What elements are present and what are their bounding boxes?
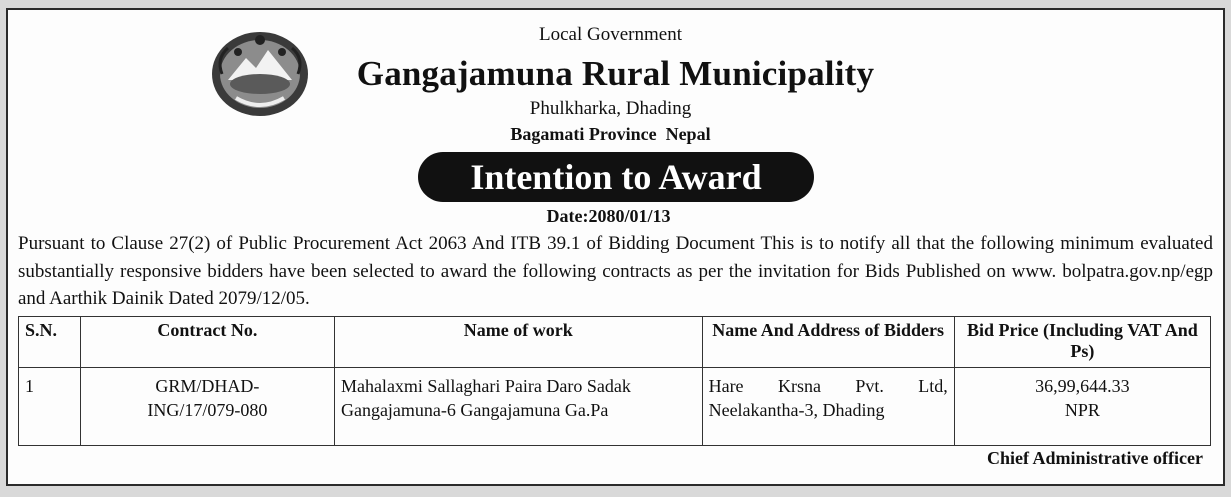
notice-date: Date:2080/01/13 (546, 206, 671, 226)
contract-no-line: GRM/DHAD- (155, 376, 260, 396)
header-bidder: Name And Address of Bidders (702, 317, 954, 368)
cell-bidder (702, 368, 954, 446)
notice-document (6, 8, 1225, 486)
header-contract-no: Contract No. (80, 317, 334, 368)
header-name-of-work: Name of work (334, 317, 702, 368)
work-line: Mahalaxmi Sallaghari Paira Daro Sadak (340, 376, 631, 396)
price-amount: 36,99,644.33 (1035, 376, 1130, 396)
bidder-line: Neelakantha-3, Dhading (708, 400, 885, 420)
header-sn: S.N. (19, 317, 81, 368)
award-table (18, 316, 1211, 446)
local-government-label: Local Government (539, 24, 682, 45)
municipality-name: Gangajamuna Rural Municipality (356, 54, 875, 93)
table-header-row (19, 317, 1211, 368)
cell-bid-price (954, 368, 1210, 446)
table-row (19, 368, 1211, 446)
header-bid-price: Bid Price (Including VAT And Ps) (954, 317, 1210, 368)
province-label: Bagamati Province Nepal (510, 124, 711, 144)
notice-body: Pursuant to Clause 27(2) of Public Procurement Act 2063 And ITB 39.1 of Bidding Document This is to notify all that the following minimum evaluated substantially responsive bidders have been selected to award the following contracts as per the invitation for Bids Published on www. bolpatra.gov.np/egp and Aarthik Dainik Dated 2079/12/05. (18, 233, 1213, 309)
cell-name-of-work (334, 368, 702, 446)
bidder-line: Hare Krsna Pvt. Ltd, (708, 376, 948, 396)
notice-title-banner: Intention to Award (418, 152, 814, 202)
contract-no-line: ING/17/079-080 (147, 400, 268, 420)
cell-contract-no (80, 368, 334, 446)
price-currency: NPR (1064, 400, 1100, 420)
work-line: Gangajamuna-6 Gangajamuna Ga.Pa (340, 400, 609, 420)
cell-sn: 1 (19, 368, 81, 446)
signature-label: Chief Administrative officer (987, 448, 1203, 468)
location-label: Phulkharka, Dhading (529, 98, 692, 119)
